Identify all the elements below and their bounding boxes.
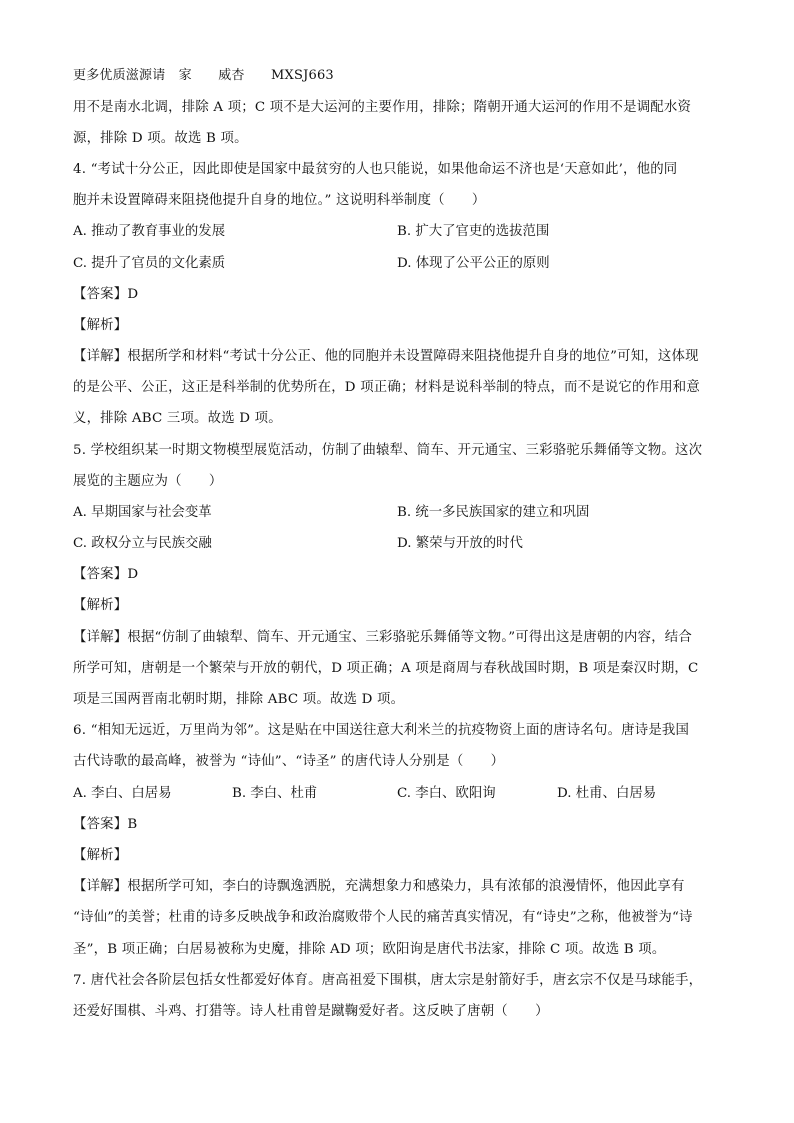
question-5-stem: 5. 学校组织某一时期文物模型展览活动，仿制了曲辕犁、筒车、开元通宝、三彩骆驼乐舞俑等文物。这次 [73,443,703,458]
q6-detail: “诗仙”的美誉；杜甫的诗多反映战争和政治腐败带个人民的痛苦真实情况，有“诗史”之称，他被誉为“诗 [73,910,693,925]
q3-tail-line: 源，排除 D 项。故选 B 项。 [73,131,248,146]
q4-detail: 【详解】根据所学和材料“考试十分公正、他的同胞并未设置障碍来阻挠他提升自身的地位”可知，这体现 [73,349,699,364]
q4-option-d: D. 体现了公平公正的原则 [397,256,550,271]
q6-option-b: B. 李白、杜甫 [232,786,318,801]
q5-option-c: C. 政权分立与民族交融 [73,536,212,551]
header-text: 更多优质滋源请 家 威杏 MXSJ663 [73,68,334,83]
q5-analysis-label: 【解析】 [73,598,128,613]
q6-option-a: A. 李白、白居易 [73,786,172,801]
question-7-stem: 还爱好围棋、斗鸡、打猎等。诗人杜甫曾是蹴鞠爱好者。这反映了唐朝（ ） [73,1004,549,1019]
q4-detail: 义，排除 ABC 三项。故选 D 项。 [73,411,282,426]
q4-answer: 【答案】D [73,287,139,302]
q3-tail-line: 用不是南水北调，排除 A 项；C 项不是大运河的主要作用，排除；隋朝开通大运河的作用不是调配水资 [73,100,692,115]
q5-option-b: B. 统一多民族国家的建立和巩固 [397,505,590,520]
q5-detail: 项是三国两晋南北朝时期，排除 ABC 项。故选 D 项。 [73,692,405,707]
question-6-stem: 6. “相知无远近，万里尚为邻”。这是贴在中国送往意大利米兰的抗疫物资上面的唐诗名句。唐诗是我国 [73,723,690,738]
q5-detail: 所学可知，唐朝是一个繁荣与开放的朝代，D 项正确；A 项是商周与春秋战国时期，B 项是秦汉时期，C [73,661,699,676]
q4-option-c: C. 提升了官员的文化素质 [73,256,226,271]
question-6-stem: 古代诗歌的最高峰，被誉为 “诗仙”、“诗圣” 的唐代诗人分别是（ ） [73,754,505,769]
question-5-stem: 展览的主题应为（ ） [73,474,223,489]
q6-detail: 【详解】根据所学可知，李白的诗飘逸洒脱，充满想象力和感染力，具有浓郁的浪漫情怀，他因此享有 [73,879,685,894]
question-7-stem: 7. 唐代社会各阶层包括女性都爱好体育。唐高祖爱下围棋，唐太宗是射箭好手，唐玄宗不仅是马球能手， [73,973,703,988]
q5-answer: 【答案】D [73,567,139,582]
q6-option-c: C. 李白、欧阳询 [397,786,496,801]
q5-detail: 【详解】根据“仿制了曲辕犁、筒车、开元通宝、三彩骆驼乐舞俑等文物。”可得出这是唐朝的内容，结合 [73,630,692,645]
question-4-stem: 胞并未设置障碍来阻挠他提升自身的地位。” 这说明科举制度（ ） [73,193,486,208]
q4-detail: 的是公平、公正，这正是科举制的优势所在，D 项正确；材料是说科举制的特点，而不是说它的作用和意 [73,380,700,395]
q6-detail: 圣”，B 项正确；白居易被称为史魔，排除 AD 项；欧阳询是唐代书法家，排除 C 项。故选 B 项。 [73,942,666,957]
q4-option-b: B. 扩大了官吏的选拔范围 [397,224,550,239]
q5-option-d: D. 繁荣与开放的时代 [397,536,523,551]
q6-analysis-label: 【解析】 [73,848,128,863]
q5-option-a: A. 早期国家与社会变革 [73,505,212,520]
q6-option-d: D. 杜甫、白居易 [557,786,657,801]
q6-answer: 【答案】B [73,817,138,832]
q4-analysis-label: 【解析】 [73,318,128,333]
q4-option-a: A. 推动了教育事业的发展 [73,224,226,239]
question-4-stem: 4. “考试十分公正，因此即使是国家中最贫穷的人也只能说，如果他命运不济也是‘天意如此’，他的同 [73,162,678,177]
